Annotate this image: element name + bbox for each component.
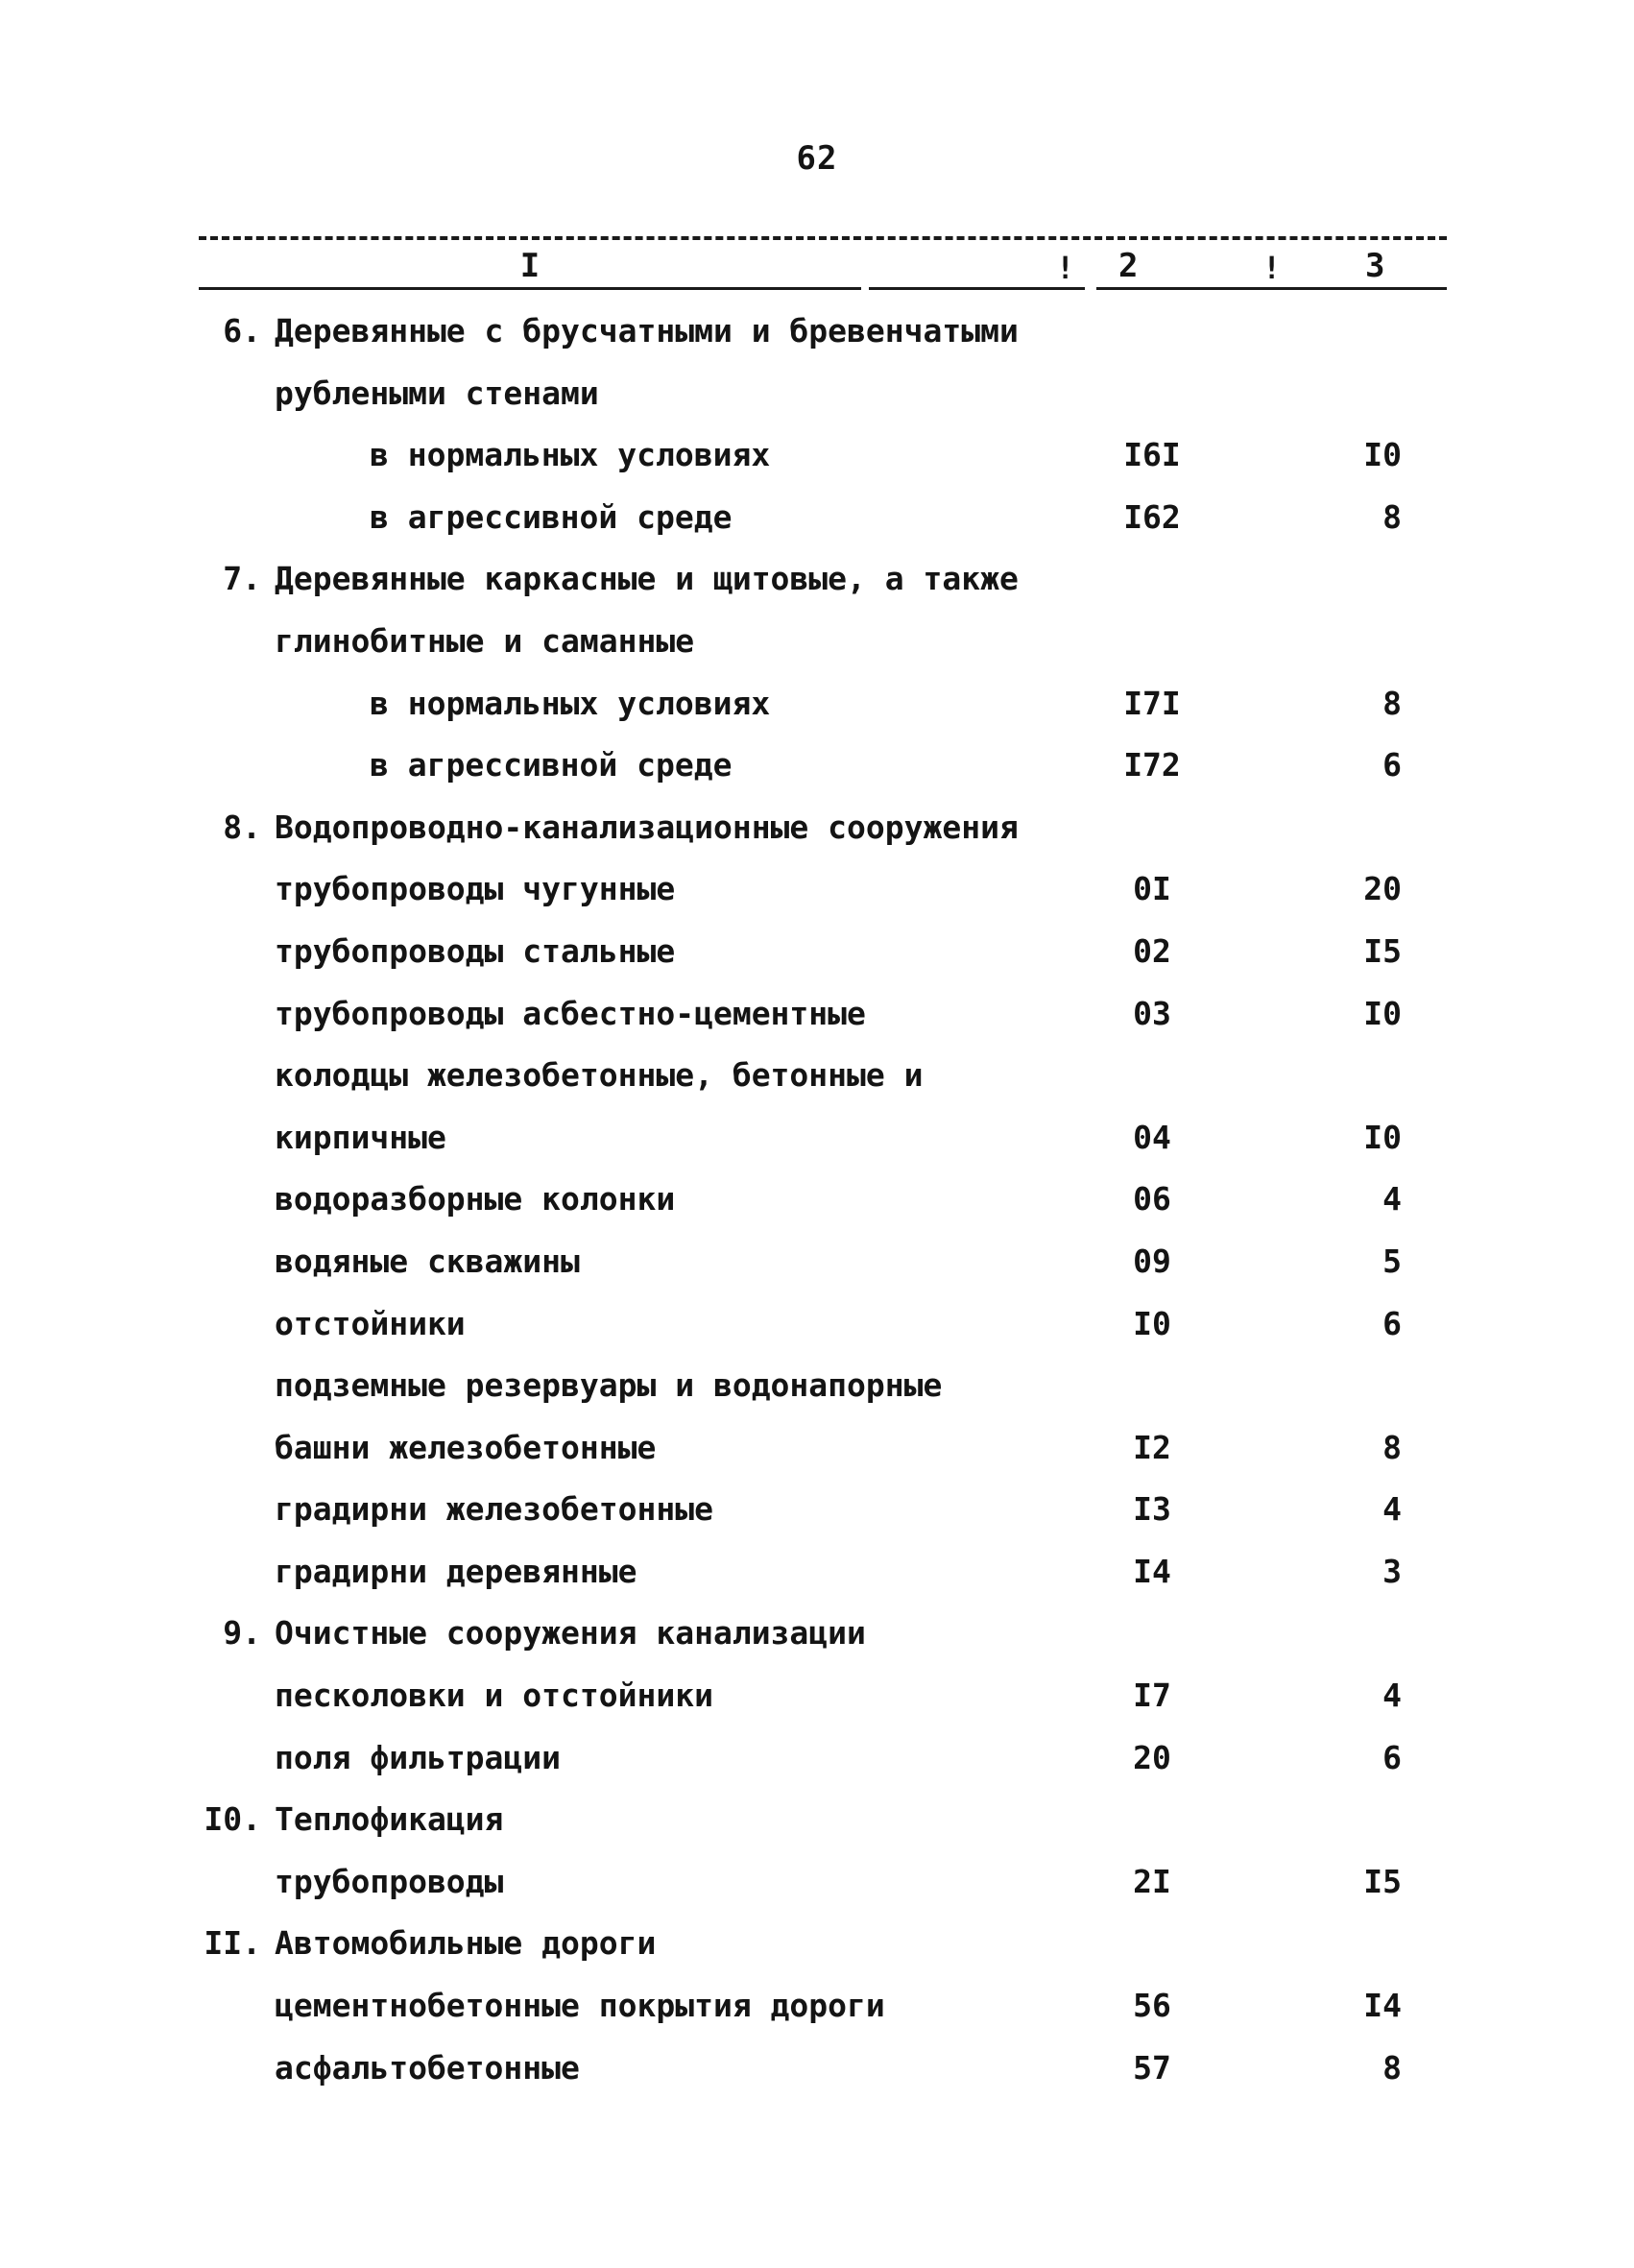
item-text: водоразборные колонки (275, 1180, 676, 1218)
item-code: I6I (1123, 436, 1181, 474)
item-number: 8. (223, 808, 261, 846)
item-text: водяные скважины (275, 1242, 580, 1280)
table-row (0, 555, 1634, 617)
table-row (0, 1919, 1634, 1982)
item-service-life: I0 (1363, 994, 1402, 1032)
table-row (0, 741, 1634, 804)
table-row (0, 1858, 1634, 1920)
item-code: I0 (1133, 1304, 1171, 1342)
item-service-life: I4 (1363, 1987, 1402, 2025)
item-code: 2I (1133, 1862, 1171, 1900)
table-row (0, 1485, 1634, 1548)
table-row (0, 1982, 1634, 2044)
table-row (0, 1114, 1634, 1176)
header-col-1: I (199, 245, 861, 290)
item-code: 20 (1133, 1738, 1171, 1776)
item-text: градирни деревянные (275, 1552, 637, 1590)
table-row (0, 865, 1634, 928)
item-text: трубопроводы стальные (275, 931, 676, 970)
item-text: в нормальных условиях (370, 436, 771, 474)
header-separator-1: ! (1056, 250, 1075, 286)
item-text: рублеными стенами (275, 374, 599, 412)
item-text: колодцы железобетонные, бетонные и (275, 1056, 924, 1095)
table-row (0, 1051, 1634, 1114)
item-text: Теплофикация (275, 1800, 504, 1839)
table-row (0, 1300, 1634, 1363)
table-row (0, 494, 1634, 556)
item-text: трубопроводы асбестно-цементные (275, 994, 866, 1032)
table-row (0, 370, 1634, 432)
table-row (0, 1609, 1634, 1672)
table-body (0, 307, 1634, 2106)
item-service-life: 20 (1363, 870, 1402, 908)
item-service-life: I5 (1363, 931, 1402, 970)
item-code: I2 (1133, 1428, 1171, 1466)
table-row (0, 1238, 1634, 1300)
item-text: трубопроводы (275, 1862, 504, 1900)
item-text: башни железобетонные (275, 1428, 657, 1466)
item-number: I0. (204, 1800, 261, 1839)
item-service-life: 3 (1382, 1552, 1402, 1590)
item-code: 03 (1133, 994, 1171, 1032)
item-service-life: 6 (1382, 746, 1402, 784)
item-code: 57 (1133, 2048, 1171, 2087)
item-code: 04 (1133, 1118, 1171, 1156)
table-row (0, 928, 1634, 990)
item-code: I72 (1123, 746, 1181, 784)
item-text: подземные резервуары и водонапорные (275, 1366, 943, 1405)
table-row (0, 1175, 1634, 1238)
item-service-life: 4 (1382, 1180, 1402, 1218)
item-text: в агрессивной среде (370, 497, 733, 536)
item-service-life: 5 (1382, 1242, 1402, 1280)
item-code: 06 (1133, 1180, 1171, 1218)
item-service-life: 6 (1382, 1738, 1402, 1776)
item-service-life: 8 (1382, 2048, 1402, 2087)
item-text: Деревянные с брусчатными и бревенчатыми (275, 312, 1019, 350)
item-number: II. (204, 1924, 261, 1963)
item-code: I7 (1133, 1677, 1171, 1715)
item-text: в нормальных условиях (370, 684, 771, 722)
header-col-2-underline (869, 245, 1085, 290)
table-row (0, 2044, 1634, 2107)
item-text: трубопроводы чугунные (275, 870, 676, 908)
table-row (0, 804, 1634, 866)
table-row (0, 617, 1634, 680)
item-service-life: 4 (1382, 1677, 1402, 1715)
table-row (0, 431, 1634, 494)
item-code: 09 (1133, 1242, 1171, 1280)
item-text: Автомобильные дороги (275, 1924, 657, 1963)
header-col-3: 3 (1365, 247, 1385, 285)
item-text: кирпичные (275, 1118, 446, 1156)
table-row (0, 1362, 1634, 1424)
item-service-life: 4 (1382, 1490, 1402, 1529)
item-service-life: 8 (1382, 497, 1402, 536)
item-service-life: 6 (1382, 1304, 1402, 1342)
item-service-life: 8 (1382, 1428, 1402, 1466)
item-text: цементнобетонные покрытия дороги (275, 1987, 885, 2025)
table-row (0, 1796, 1634, 1858)
table-row (0, 1734, 1634, 1797)
item-service-life: I0 (1363, 1118, 1402, 1156)
item-text: песколовки и отстойники (275, 1677, 713, 1715)
item-service-life: I0 (1363, 436, 1402, 474)
item-code: 56 (1133, 1987, 1171, 2025)
item-service-life: I5 (1363, 1862, 1402, 1900)
header-separator-2: ! (1262, 250, 1282, 286)
table-row (0, 307, 1634, 370)
table-row (0, 990, 1634, 1052)
item-code: I4 (1133, 1552, 1171, 1590)
table-row (0, 1672, 1634, 1734)
item-text: градирни железобетонные (275, 1490, 713, 1529)
table-row (0, 680, 1634, 742)
item-text: Деревянные каркасные и щитовые, а также (275, 560, 1019, 598)
item-text: поля фильтрации (275, 1738, 562, 1776)
item-text: глинобитные и саманные (275, 621, 695, 660)
header-col-2: 2 (1118, 247, 1139, 285)
item-code: I62 (1123, 497, 1181, 536)
item-code: 0I (1133, 870, 1171, 908)
item-number: 9. (223, 1614, 261, 1653)
item-text: Очистные сооружения канализации (275, 1614, 866, 1653)
item-code: 02 (1133, 931, 1171, 970)
dashed-top-rule (199, 236, 1447, 240)
item-text: в агрессивной среде (370, 746, 733, 784)
page-number: 62 (796, 139, 838, 178)
item-text: асфальтобетонные (275, 2048, 580, 2087)
item-service-life: 8 (1382, 684, 1402, 722)
item-code: I7I (1123, 684, 1181, 722)
table-header (199, 245, 1447, 291)
table-row (0, 1548, 1634, 1610)
item-number: 6. (223, 312, 261, 350)
item-text: отстойники (275, 1304, 466, 1342)
item-number: 7. (223, 560, 261, 598)
table-row (0, 1424, 1634, 1486)
item-code: I3 (1133, 1490, 1171, 1529)
item-text: Водопроводно-канализационные сооружения (275, 808, 1019, 846)
